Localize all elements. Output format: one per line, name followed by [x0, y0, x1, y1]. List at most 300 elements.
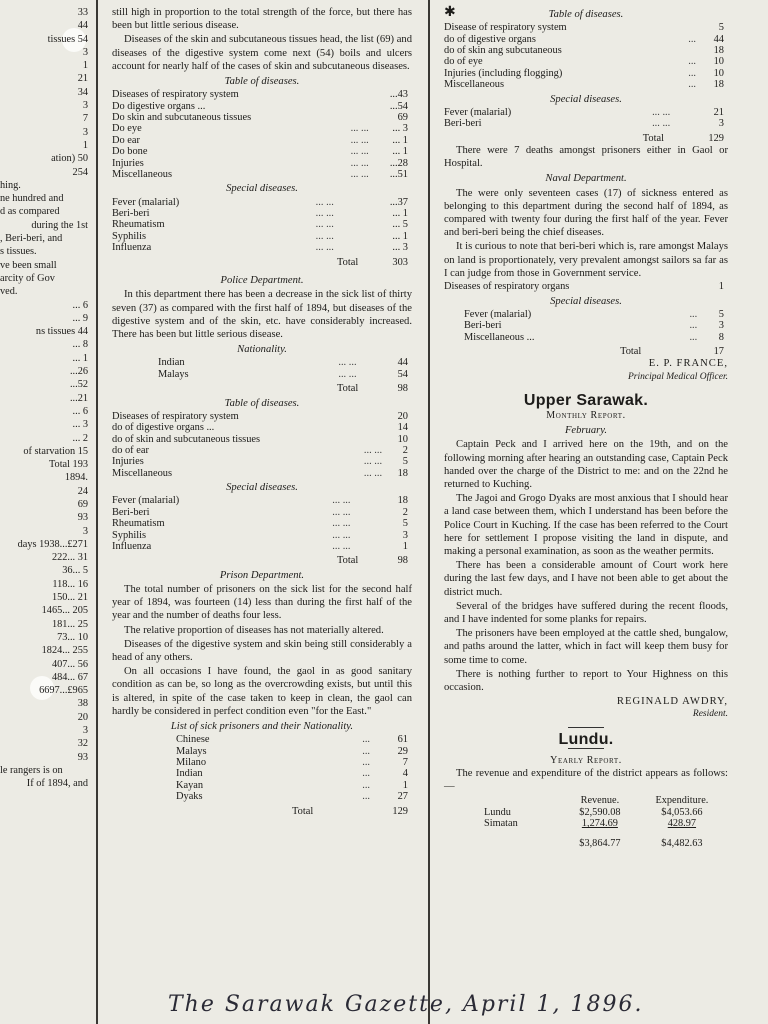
- table-row: [112, 369, 412, 380]
- table-row: [112, 518, 412, 529]
- text-fragment: during the 1st: [31, 219, 88, 231]
- row-label: Indian: [176, 768, 203, 780]
- table-row: [112, 112, 412, 123]
- disease-table: [444, 281, 728, 292]
- row-leader: [684, 22, 699, 33]
- row-label: Beri-beri: [112, 208, 150, 220]
- section-heading: Prison Department.: [219, 569, 305, 581]
- table-row: [112, 734, 412, 745]
- text-fragment: ... 8: [72, 339, 88, 351]
- row-leader: ... ...: [350, 146, 369, 158]
- row-value: ...28: [389, 157, 408, 169]
- column-rule: [96, 0, 98, 1024]
- row-leader: ... ...: [363, 467, 383, 479]
- table-heading: Nationality.: [237, 344, 287, 356]
- row-label: Kayan: [176, 779, 204, 791]
- row-value: 8: [718, 331, 724, 343]
- paragraph: The total number of prisoners on the sick list for the second half year of 1894, was fourteen (14) less than during the first half of the year and the number of deaths four less.: [112, 584, 412, 622]
- row-label: Beri-beri: [444, 118, 482, 130]
- row-leader: ... ...: [315, 219, 334, 231]
- row-value: 3: [402, 529, 408, 541]
- row-label: Syphilis: [112, 529, 147, 541]
- row-label: Injuries (including flogging): [444, 67, 563, 79]
- row-leader: ...: [688, 56, 697, 68]
- text-fragment: 44: [77, 20, 88, 32]
- text-fragment: 407... 56: [51, 658, 88, 670]
- row-value: 14: [397, 422, 408, 434]
- text-fragment: 1: [82, 139, 88, 151]
- totals-row: [444, 830, 728, 849]
- text-fragment: 3: [82, 126, 88, 138]
- total-label: Total: [292, 805, 314, 817]
- table-row: [112, 456, 412, 467]
- row-value: 69: [397, 112, 408, 124]
- table-row: [444, 281, 728, 292]
- text-fragment: 69: [77, 498, 88, 510]
- ink-blot-icon: ✱: [444, 5, 456, 20]
- row-label: do of ear: [112, 444, 149, 456]
- row-value: 44: [397, 357, 408, 369]
- text-fragment: ... 6: [72, 405, 88, 417]
- row-label: Fever (malarial): [112, 495, 180, 507]
- revenue-table: [444, 795, 728, 849]
- row-value: 4: [402, 768, 408, 780]
- table-row: [112, 791, 412, 802]
- row-label: do of skin ang subcutaneous: [444, 45, 562, 57]
- table-row: [112, 219, 412, 230]
- table-row: [444, 68, 728, 79]
- row-value: 10: [713, 56, 724, 68]
- table-row: [444, 56, 728, 67]
- total-label: Total: [337, 555, 359, 567]
- table-row: [112, 158, 412, 169]
- text-fragment: 20: [77, 711, 88, 723]
- row-value: 54: [397, 368, 408, 380]
- text-fragment: 1824... 255: [41, 645, 88, 657]
- text-fragment: days 1938...£271: [17, 538, 88, 550]
- row-label: Miscellaneous: [112, 169, 173, 181]
- table-row: [112, 357, 412, 368]
- row-label: Chinese: [176, 734, 210, 746]
- divider: [568, 727, 604, 728]
- section-title: Lundu.: [558, 730, 614, 748]
- row-label: Syphilis: [112, 230, 147, 242]
- row-value: ... 5: [392, 219, 408, 231]
- text-fragment: 118... 16: [52, 578, 88, 590]
- text-fragment: 73... 10: [57, 631, 88, 643]
- row-leader: ...: [362, 768, 371, 780]
- row-label: Dyaks: [176, 791, 203, 803]
- text-fragment: 222... 31: [51, 552, 88, 564]
- text-fragment: 93: [77, 512, 88, 524]
- table-row: [444, 332, 728, 343]
- row-label: Indian: [158, 357, 185, 369]
- total-row: [112, 803, 412, 817]
- row-leader: ... ...: [338, 368, 357, 380]
- table-row: [112, 146, 412, 157]
- row-label: Disease of respiratory system: [444, 22, 567, 34]
- row-value: 18: [713, 79, 724, 91]
- row-leader: ...: [689, 308, 698, 320]
- paragraph: Several of the bridges have suffered during the recent floods, and I have indented for some planks for repairs.: [444, 600, 728, 625]
- total-value: 98: [397, 555, 408, 567]
- nationality-table: [112, 357, 412, 380]
- paragraph: Diseases of the skin and subcutaneous tissues head, the list (69) and diseases of the digestive system come next (54) boils and ulcers account for nearly half of the cases of skin and subcutaneous diseases.: [112, 34, 412, 72]
- table-row: [112, 169, 412, 180]
- row-leader: ... ...: [332, 495, 351, 507]
- signature-title: Resident.: [692, 709, 728, 720]
- row-value: 21: [713, 106, 724, 118]
- text-fragment: ...52: [69, 379, 88, 391]
- text-fragment: 33: [77, 7, 88, 18]
- special-diseases-heading: Special diseases.: [226, 183, 298, 195]
- text-fragment: d as compared: [0, 206, 60, 218]
- signature-name: REGINALD AWDRY,: [616, 696, 728, 708]
- row-leader: ...: [362, 734, 371, 746]
- text-fragment: 24: [77, 485, 88, 497]
- row-label: Rheumatism: [112, 518, 165, 530]
- row-leader: ... ...: [332, 518, 351, 530]
- table-row: [112, 135, 412, 146]
- table-row: [444, 22, 728, 33]
- table-row: [112, 530, 412, 541]
- paragraph: The relative proportion of diseases has not materially altered.: [124, 624, 384, 636]
- text-fragment: ...26: [69, 366, 88, 378]
- table-row: [112, 757, 412, 768]
- text-fragment: ... 3: [72, 419, 88, 431]
- row-label: Beri-beri: [464, 320, 502, 332]
- divider: [568, 748, 604, 749]
- row-label: Do skin and subcutaneous tissues: [112, 112, 252, 124]
- row-label: Malays: [176, 745, 207, 757]
- table-row: [112, 411, 412, 422]
- row-value: 18: [397, 495, 408, 507]
- row-value: 1: [718, 281, 724, 293]
- row-leader: ... ...: [350, 123, 369, 135]
- paragraph: The were only seventeen cases (17) of sickness entered as belonging to this department during the second half of 1894, as compared with twenty four during the first half of the year. Fever and beri-beri being the chief diseases.: [444, 187, 728, 239]
- row-leader: ... ...: [350, 157, 369, 169]
- revenue-cell: 1,274.69: [581, 818, 618, 830]
- row-label: Miscellaneous: [444, 79, 505, 91]
- handwritten-annotation: The Sarawak Gazette, April 1, 1896.: [168, 992, 644, 1017]
- table-row: [112, 101, 412, 112]
- table-row: [444, 807, 728, 818]
- text-fragment: ne hundred and: [0, 193, 64, 205]
- row-value: ... 3: [392, 123, 408, 135]
- signature-name: E. P. FRANCE,: [648, 358, 728, 370]
- paragraph: Captain Peck and I arrived here on the 19th, and on the following morning after hearing an outstanding case, Captain Peck handed over the charge of the District to me: and on the 22nd he returned to Kuching.: [444, 439, 728, 490]
- row-leader: [684, 45, 699, 56]
- text-fragment: 21: [77, 73, 88, 85]
- row-label: Malays: [158, 368, 189, 380]
- row-value: 1: [402, 779, 408, 791]
- row-leader: ...: [688, 79, 697, 91]
- special-diseases-heading: Special diseases.: [226, 482, 298, 494]
- table-row: [112, 780, 412, 791]
- table-row: [112, 746, 412, 757]
- text-fragment: ve been small: [0, 259, 57, 271]
- text-fragment: ved.: [0, 286, 18, 298]
- text-fragment: 32: [77, 738, 88, 750]
- special-diseases-table: [112, 197, 412, 254]
- row-leader: ...: [689, 320, 698, 332]
- row-label: Influenza: [112, 541, 152, 553]
- row-value: 5: [718, 308, 724, 320]
- paragraph: There has been a considerable amount of Court work here during the last few days, and I have not been able to get about the district much.: [444, 560, 728, 598]
- paragraph: In this department there has been a decrease in the sick list of thirty seven (37) as compared with the first half of 1894, but diseases of the digestive system and of the skin, etc. have considerably increased. There has been but little serious disease.: [112, 289, 412, 340]
- text-fragment: 3: [82, 525, 88, 537]
- row-leader: [358, 411, 388, 422]
- row-leader: ... ...: [338, 357, 357, 369]
- total-value: 129: [392, 805, 408, 817]
- table-row: [444, 45, 728, 56]
- row-leader: ...: [689, 331, 698, 343]
- row-label: Do ear: [112, 134, 140, 146]
- row-label: Milano: [176, 757, 207, 769]
- total-label: Total: [620, 345, 642, 357]
- row-value: 44: [713, 33, 724, 45]
- text-fragment: ... 9: [72, 312, 88, 324]
- row-value: 10: [397, 433, 408, 445]
- table-row: [112, 468, 412, 479]
- text-fragment: 34: [77, 86, 88, 98]
- section-heading: Police Department.: [220, 275, 304, 287]
- text-fragment: s tissues.: [0, 246, 37, 258]
- table-row: [112, 507, 412, 518]
- row-leader: ... ...: [363, 444, 383, 456]
- expenditure-total: $4,482.63: [661, 837, 703, 849]
- row-leader: ...: [688, 67, 697, 79]
- table-row: [444, 118, 728, 129]
- row-value: 18: [713, 45, 724, 57]
- table-row: [444, 34, 728, 45]
- paragraph: The revenue and expenditure of the district appears as follows:—: [444, 768, 728, 793]
- special-diseases-heading: Special diseases.: [550, 93, 622, 105]
- row-value: ... 1: [392, 208, 408, 220]
- row-label: do of skin and subcutaneous tissues: [112, 433, 261, 445]
- row-leader: ... ...: [350, 134, 369, 146]
- row-value: 3: [718, 320, 724, 332]
- report-type: Monthly Report.: [546, 409, 626, 421]
- row-label: Fever (malarial): [112, 196, 180, 208]
- row-label: Do eye: [112, 123, 142, 135]
- text-fragment: Total 193: [48, 459, 88, 471]
- row-leader: ... ...: [315, 196, 334, 208]
- row-value: ... 1: [392, 146, 408, 158]
- text-fragment: ... 6: [72, 299, 88, 311]
- paragraph: There is nothing further to report to Your Highness on this occasion.: [444, 668, 728, 693]
- paragraph: On all occasions I have found, the gaol in as good sanitary condition as can be, so long as the overcrowding exists, but until this is altered, in spite of the case taken to keep in clean, the gaol can hardly be considered in perfect condition even "for the East.": [112, 666, 412, 717]
- text-fragment: 7: [82, 113, 88, 125]
- text-fragment: 36... 5: [62, 565, 88, 577]
- row-value: 7: [402, 757, 408, 769]
- table-row: [112, 242, 412, 253]
- row-leader: [345, 89, 375, 100]
- text-fragment: 484... 67: [51, 671, 88, 683]
- row-leader: ... ...: [332, 541, 351, 553]
- text-fragment: le rangers is on: [0, 764, 63, 776]
- text-fragment: , Beri-beri, and: [0, 233, 63, 245]
- row-value: 18: [397, 467, 408, 479]
- expenditure-cell: $4,053.66: [661, 806, 703, 818]
- section-heading: Naval Department.: [545, 173, 627, 185]
- text-fragment: 181... 25: [51, 618, 88, 630]
- total-row: [112, 380, 412, 394]
- row-label: Fever (malarial): [464, 308, 532, 320]
- prisoners-table: [112, 734, 412, 802]
- special-diseases-table: [444, 309, 728, 343]
- row-leader: [345, 112, 375, 123]
- disease-table: [112, 411, 412, 479]
- row-label: Do bone: [112, 146, 148, 158]
- row-label: Miscellaneous ...: [464, 331, 535, 343]
- table-row: [444, 107, 728, 118]
- table-heading: Table of diseases.: [224, 76, 300, 88]
- row-label: Injuries: [112, 157, 144, 169]
- row-leader: ... ...: [652, 118, 671, 130]
- row-leader: ...: [362, 779, 371, 791]
- revenue-total: $3,864.77: [579, 837, 621, 849]
- total-value: 17: [713, 345, 724, 357]
- text-fragment: 1465... 205: [41, 605, 88, 617]
- text-fragment: arcity of Gov: [0, 272, 55, 284]
- row-value: 10: [713, 67, 724, 79]
- expenditure-header: Expenditure.: [655, 795, 709, 807]
- table-row: [112, 231, 412, 242]
- row-leader: ...: [362, 757, 371, 769]
- row-leader: ... ...: [315, 230, 334, 242]
- place-cell: Lundu: [484, 806, 511, 818]
- text-fragment: 93: [77, 751, 88, 763]
- table-row: [112, 768, 412, 779]
- total-label: Total: [337, 256, 359, 268]
- table-row: [112, 422, 412, 433]
- row-leader: [358, 422, 388, 433]
- table-heading: Table of diseases.: [224, 397, 300, 409]
- row-value: ...37: [389, 196, 408, 208]
- row-leader: [345, 101, 375, 112]
- row-label: Fever (malarial): [444, 106, 512, 118]
- table-row: [112, 445, 412, 456]
- row-value: ...51: [389, 169, 408, 181]
- text-fragment: 3: [82, 725, 88, 737]
- report-month: February.: [564, 425, 608, 437]
- row-leader: ... ...: [652, 106, 671, 118]
- row-value: 27: [397, 791, 408, 803]
- text-fragment: 254: [72, 166, 88, 178]
- disease-table: [112, 89, 412, 180]
- row-label: Influenza: [112, 242, 152, 254]
- row-value: 61: [397, 734, 408, 746]
- paragraph: The prisoners have been employed at the cattle shed, bungalow, and paths around the latter, which in fact will keep them busy for some time to come.: [444, 628, 728, 666]
- row-label: Do digestive organs ...: [112, 100, 206, 112]
- row-value: 3: [718, 118, 724, 130]
- total-value: 98: [397, 383, 408, 395]
- row-value: ... 3: [392, 242, 408, 254]
- table-row: [112, 208, 412, 219]
- table-row: [444, 320, 728, 331]
- row-value: 5: [718, 22, 724, 34]
- report-type: Yearly Report.: [550, 754, 622, 766]
- table-row: [112, 434, 412, 445]
- text-fragment: 150... 21: [51, 592, 88, 604]
- text-fragment: ... 2: [72, 432, 88, 444]
- row-label: Diseases of respiratory organs: [444, 281, 570, 293]
- row-label: Miscellaneous: [112, 467, 173, 479]
- text-fragment: 3: [82, 46, 88, 58]
- paragraph: It is curious to note that beri-beri which is, rare amongst Malays on land is proportionately, very prevalent amongst sailors sa far as I can judge from those in Government service.: [444, 241, 728, 279]
- row-value: 1: [402, 541, 408, 553]
- row-label: do of eye: [444, 56, 483, 68]
- table-heading: List of sick prisoners and their Nationality.: [170, 721, 354, 733]
- left-fragment-column: [0, 6, 92, 791]
- row-leader: ... ...: [332, 506, 351, 518]
- row-value: 5: [402, 456, 408, 468]
- revenue-cell: $2,590.08: [579, 806, 621, 818]
- row-leader: ... ...: [350, 169, 369, 181]
- table-row: [112, 495, 412, 506]
- text-fragment: of starvation 15: [23, 445, 88, 457]
- text-fragment: ...21: [69, 392, 88, 404]
- text-fragment: hing.: [0, 179, 21, 191]
- special-diseases-table: [444, 107, 728, 130]
- section-title: Upper Sarawak.: [523, 391, 649, 409]
- paragraph: The Jagoi and Grogo Dyaks are most anxious that I should hear a land case between them, which I understand has been before the Police Court in Kuching. If the case has been referred to the Court here for settlement I propose visiting the land in dispute, and making a personal examination, as soon as the weather permits.: [444, 493, 728, 557]
- paragraph: still high in proportion to the total strength of the force, but there has been but little serious disease.: [112, 7, 412, 32]
- place-cell: Simatan: [484, 818, 518, 830]
- text-fragment: ... 1: [72, 352, 88, 364]
- row-label: do of digestive organs ...: [112, 422, 215, 434]
- row-value: ... 1: [392, 230, 408, 242]
- table-row: [112, 197, 412, 208]
- row-value: 20: [397, 410, 408, 422]
- row-label: Beri-beri: [112, 506, 150, 518]
- row-leader: ...: [688, 33, 697, 45]
- column-rule: [428, 0, 430, 1024]
- table-heading: Table of diseases.: [548, 9, 624, 20]
- row-leader: ...: [362, 745, 371, 757]
- middle-column: [112, 6, 412, 817]
- text-fragment: 1894.: [64, 472, 88, 484]
- table-row: [444, 79, 728, 90]
- row-value: 29: [397, 745, 408, 757]
- revenue-header: Revenue.: [580, 795, 620, 807]
- text-fragment: 38: [77, 698, 88, 710]
- table-row: [444, 818, 728, 829]
- row-label: do of digestive organs: [444, 33, 536, 45]
- text-fragment: 1: [82, 60, 88, 72]
- text-fragment: 6697...£965: [39, 685, 88, 697]
- text-fragment: tissues 54: [47, 33, 88, 45]
- total-value: 303: [392, 256, 408, 268]
- row-value: ... 1: [392, 134, 408, 146]
- special-diseases-table: [112, 495, 412, 552]
- text-fragment: If of 1894, and: [26, 778, 88, 790]
- total-row: [444, 343, 728, 357]
- total-label: Total: [337, 383, 359, 395]
- special-diseases-heading: Special diseases.: [550, 295, 622, 307]
- row-leader: ... ...: [315, 242, 334, 254]
- signature-title: Principal Medical Officer.: [628, 371, 728, 382]
- paragraph: Diseases of the digestive system and skin being still considerably a head of any others.: [112, 638, 412, 664]
- text-fragment: 3: [82, 100, 88, 112]
- row-label: Diseases of respiratory system: [112, 89, 239, 101]
- right-column: [444, 6, 728, 849]
- row-leader: ... ...: [315, 208, 334, 220]
- row-leader: ... ...: [363, 456, 383, 468]
- row-leader: ... ...: [332, 529, 351, 541]
- row-value: 2: [402, 506, 408, 518]
